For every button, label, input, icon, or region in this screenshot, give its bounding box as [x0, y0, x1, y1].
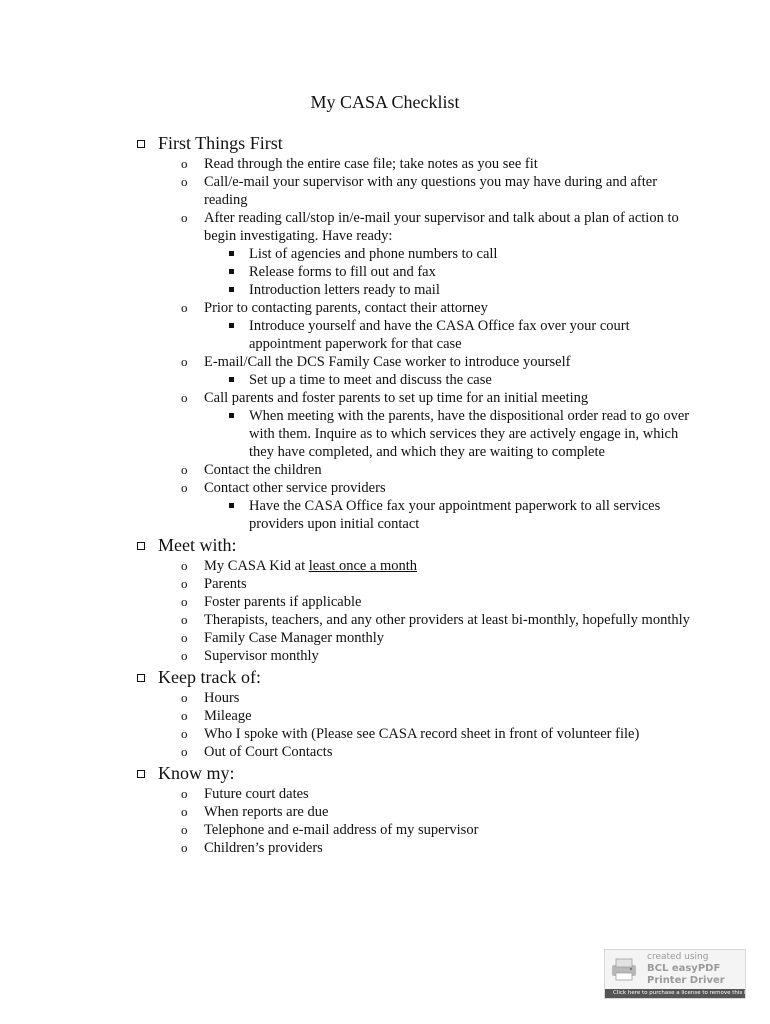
square-bullet-icon — [229, 323, 234, 328]
list-item-text: Telephone and e-mail address of my supervisor — [204, 822, 479, 838]
sub-list-item-text: Set up a time to meet and discuss the case — [249, 372, 492, 388]
list-item — [136, 461, 696, 479]
circle-bullet-icon: o — [181, 156, 188, 171]
section-heading-text: Know my: — [158, 763, 235, 783]
list-item — [136, 839, 696, 857]
sub-list-item-text: Introduction letters ready to mail — [249, 282, 440, 298]
circle-bullet-icon: o — [181, 480, 188, 495]
sub-list-item-text: When meeting with the parents, have the dispositional order read to go over with them. Inquire as to which services they are actively engage in, which they have completed, and which they are waiting to complete — [249, 408, 690, 460]
section-know-my — [136, 761, 696, 857]
underlined-text: least once a month — [308, 558, 418, 574]
list-item — [136, 155, 696, 173]
list-item-text: Prior to contacting parents, contact their attorney — [204, 300, 488, 316]
section-heading-text: First Things First — [158, 133, 283, 153]
circle-bullet-icon: o — [181, 804, 188, 819]
circle-bullet-icon: o — [181, 744, 188, 759]
sub-list-item — [136, 281, 696, 299]
list-item-text: Foster parents if applicable — [204, 594, 362, 610]
circle-bullet-icon: o — [181, 840, 188, 855]
watermark-line-2: BCL easyPDF — [647, 963, 721, 974]
list-item — [136, 209, 696, 245]
list-item — [136, 557, 696, 575]
checklist — [136, 131, 696, 857]
list-item-text: Future court dates — [204, 786, 309, 802]
circle-bullet-icon: o — [181, 462, 188, 477]
list-item — [136, 611, 696, 629]
sub-list-item — [136, 317, 696, 353]
circle-bullet-icon: o — [181, 786, 188, 801]
list-item — [136, 629, 696, 647]
circle-bullet-icon: o — [181, 300, 188, 315]
list-item-text: My CASA Kid at — [204, 558, 309, 574]
sub-list-item — [136, 245, 696, 263]
list-item — [136, 593, 696, 611]
watermark-line-1: created using — [647, 952, 709, 962]
square-bullet-icon — [229, 377, 234, 382]
page-title: My CASA Checklist — [310, 92, 460, 112]
circle-bullet-icon: o — [181, 630, 188, 645]
list-item — [136, 743, 696, 761]
checkbox-square-icon — [137, 770, 145, 778]
section-heading — [136, 761, 696, 785]
circle-bullet-icon: o — [181, 558, 188, 573]
list-item-text: Parents — [204, 576, 247, 592]
list-item-text: Call parents and foster parents to set up time for an initial meeting — [204, 390, 589, 406]
section-heading-text: Meet with: — [158, 535, 237, 555]
section-heading — [136, 665, 696, 689]
circle-bullet-icon: o — [181, 612, 188, 627]
sub-list-item — [136, 371, 696, 389]
circle-bullet-icon: o — [181, 690, 188, 705]
list-item-text: Call/e-mail your supervisor with any questions you may have during and after reading — [204, 174, 658, 208]
list-item-text: Supervisor monthly — [204, 648, 319, 664]
list-item — [136, 575, 696, 593]
easypdf-watermark[interactable] — [604, 949, 762, 999]
circle-bullet-icon: o — [181, 594, 188, 609]
circle-bullet-icon: o — [181, 576, 188, 591]
list-item-text: After reading call/stop in/e-mail your supervisor and talk about a plan of action to begin investigating. Have ready: — [204, 210, 679, 244]
circle-bullet-icon: o — [181, 354, 188, 369]
square-bullet-icon — [229, 503, 234, 508]
section-heading — [136, 131, 696, 155]
sub-list-item-text: Introduce yourself and have the CASA Office fax over your court appointment paperwork for that case — [249, 318, 630, 352]
square-bullet-icon — [229, 287, 234, 292]
checkbox-square-icon — [137, 542, 145, 550]
square-bullet-icon — [229, 269, 234, 274]
section-keep-track-of — [136, 665, 696, 761]
circle-bullet-icon: o — [181, 648, 188, 663]
list-item — [136, 389, 696, 407]
watermark-license-link[interactable]: Click here to purchase a license to remove this image — [605, 989, 745, 998]
sub-list-item-text: Have the CASA Office fax your appointment paperwork to all services providers upon initial contact — [249, 498, 661, 532]
list-item — [136, 353, 696, 371]
list-item — [136, 689, 696, 707]
section-meet-with — [136, 533, 696, 665]
watermark-line-3: Printer Driver — [647, 975, 725, 986]
section-first-things-first — [136, 131, 696, 533]
list-item-text: Children’s providers — [204, 840, 323, 856]
list-item — [136, 785, 696, 803]
circle-bullet-icon: o — [181, 390, 188, 405]
list-item — [136, 707, 696, 725]
list-item-text: Family Case Manager monthly — [204, 630, 385, 646]
section-heading — [136, 533, 696, 557]
section-heading-text: Keep track of: — [158, 667, 261, 687]
sub-list-item — [136, 497, 696, 533]
list-item-text: Contact other service providers — [204, 480, 386, 496]
list-item-text: Therapists, teachers, and any other providers at least bi-monthly, hopefully monthly — [204, 612, 690, 628]
circle-bullet-icon: o — [181, 822, 188, 837]
circle-bullet-icon: o — [181, 210, 188, 225]
list-item — [136, 647, 696, 665]
sub-list-item-text: Release forms to fill out and fax — [249, 264, 436, 280]
list-item-text: Hours — [204, 690, 240, 706]
list-item-text: When reports are due — [204, 804, 329, 820]
list-item-text: Contact the children — [204, 462, 322, 478]
list-item-text: E-mail/Call the DCS Family Case worker to introduce yourself — [204, 354, 571, 370]
list-item — [136, 173, 696, 209]
printer-logo-icon — [609, 956, 639, 982]
checkbox-square-icon — [137, 674, 145, 682]
sub-list-item — [136, 407, 696, 461]
square-bullet-icon — [229, 413, 234, 418]
circle-bullet-icon: o — [181, 726, 188, 741]
sub-list-item — [136, 263, 696, 281]
list-item — [136, 803, 696, 821]
list-item-text: Read through the entire case file; take notes as you see fit — [204, 156, 538, 172]
list-item-text: Mileage — [204, 708, 252, 724]
list-item — [136, 821, 696, 839]
circle-bullet-icon: o — [181, 174, 188, 189]
square-bullet-icon — [229, 251, 234, 256]
sub-list-item-text: List of agencies and phone numbers to call — [249, 246, 498, 262]
list-item — [136, 299, 696, 317]
list-item-text: Out of Court Contacts — [204, 744, 333, 760]
list-item — [136, 479, 696, 497]
list-item — [136, 725, 696, 743]
circle-bullet-icon: o — [181, 708, 188, 723]
list-item-text: Who I spoke with (Please see CASA record sheet in front of volunteer file) — [204, 726, 640, 742]
checkbox-square-icon — [137, 140, 145, 148]
